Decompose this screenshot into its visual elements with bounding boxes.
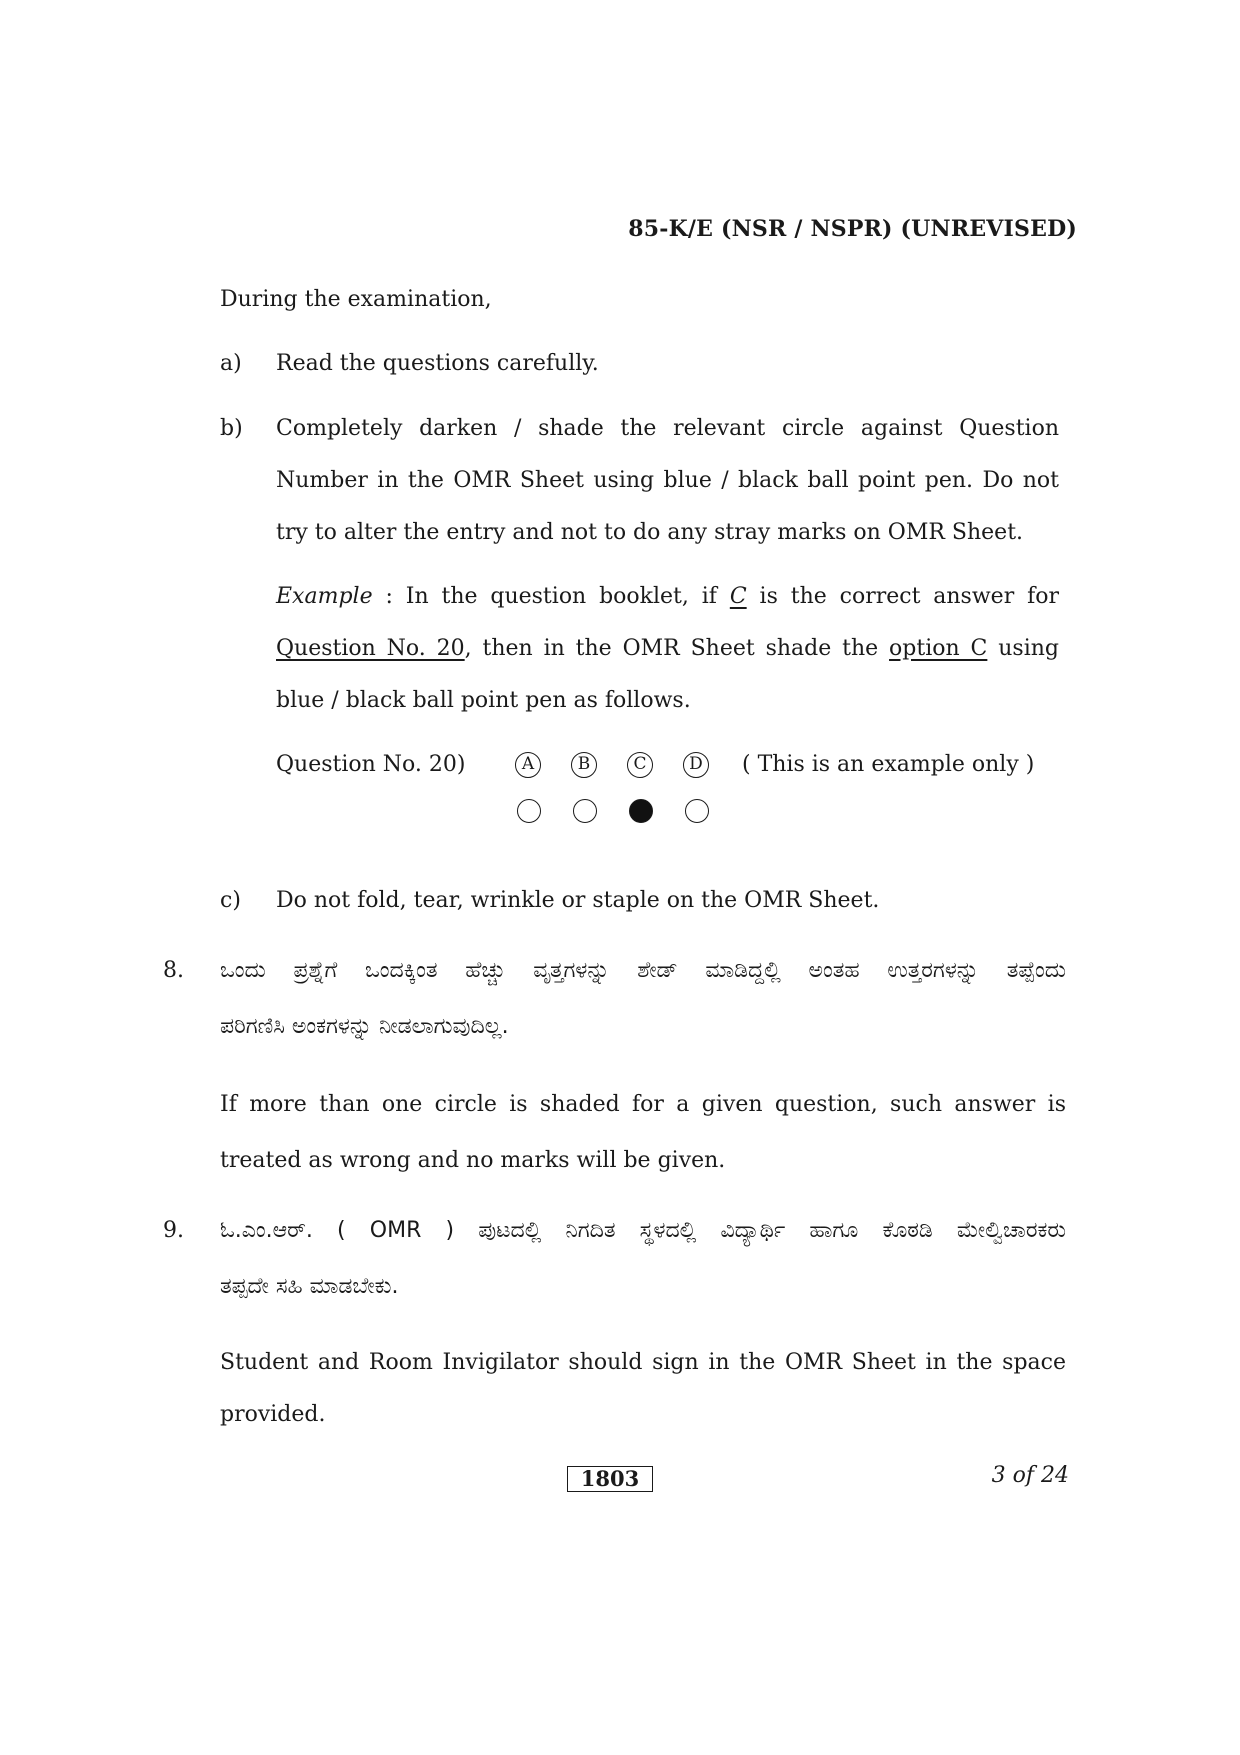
q9-kannada-line-1: ಓ.ಎಂ.ಆರ್. ( OMR ) ಪುಟದಲ್ಲಿ ನಿಗದಿತ ಸ್ಥಳದಲ್ಲಿ ವಿದ್ಯಾರ್ಥಿ ಹಾಗೂ ಕೊಠಡಿ ಮೇಲ್ವಿಚಾರಕರು: [220, 1218, 1066, 1243]
example-line-3: blue / black ball point pen as follows.: [276, 688, 691, 713]
q8-number: 8.: [163, 958, 184, 983]
q8-kannada-line-2: ಪರಿಗಣಿಸಿ ಅಂಕಗಳನ್ನು ನೀಡಲಾಗುವುದಿಲ್ಲ.: [220, 1014, 509, 1039]
omr-bubble-c-filled: [629, 799, 653, 823]
item-b-marker: b): [220, 416, 243, 441]
omr-example-note: ( This is an example only ): [742, 752, 1035, 777]
omr-question-label: Question No. 20): [276, 752, 466, 777]
omr-option-letter-c: C: [627, 752, 653, 778]
example-label: Example: [276, 584, 373, 609]
example-option-ref: option C: [889, 636, 988, 661]
item-b-line-3: try to alter the entry and not to do any stray marks on OMR Sheet.: [276, 520, 1024, 545]
omr-option-letter-b: B: [571, 752, 597, 778]
item-a-text: Read the questions carefully.: [276, 351, 599, 376]
q8-kannada-line-1: ಒಂದು ಪ್ರಶ್ನೆಗೆ ಒಂದಕ್ಕಿಂತ ಹೆಚ್ಚು ವೃತ್ತಗಳನ್ನು ಶೇಡ್ ಮಾಡಿದ್ದಲ್ಲಿ ಅಂತಹ ಉತ್ತರಗಳನ್ನು ತಪ್ಪೆಂದು: [220, 958, 1066, 983]
q9-kannada-line-2: ತಪ್ಪದೇ ಸಹಿ ಮಾಡಬೇಕು.: [220, 1274, 399, 1299]
item-b-line-1: Completely darken / shade the relevant circle against Question: [276, 416, 1059, 441]
intro-text: During the examination,: [220, 287, 492, 312]
q9-english-line-1: Student and Room Invigilator should sign in the OMR Sheet in the space: [220, 1350, 1066, 1375]
example-line-2: [276, 634, 1059, 664]
q9-english-line-2: provided.: [220, 1402, 326, 1427]
example-line-1: [276, 582, 1059, 612]
example-question-ref: Question No. 20: [276, 636, 465, 661]
q8-english-line-2: treated as wrong and no marks will be given.: [220, 1148, 726, 1173]
example-line-2-part-b: using: [998, 636, 1059, 661]
q9-number: 9.: [163, 1218, 184, 1243]
item-b-line-2: Number in the OMR Sheet using blue / black ball point pen. Do not: [276, 468, 1059, 493]
booklet-code-box: 1803: [567, 1466, 653, 1492]
document-code-header: 85-K/E (NSR / NSPR) (UNREVISED): [628, 216, 1077, 242]
q8-english-line-1: If more than one circle is shaded for a given question, such answer is: [220, 1092, 1066, 1117]
page-indicator: 3 of 24: [991, 1463, 1069, 1488]
omr-option-letter-a: A: [515, 752, 541, 778]
item-a-marker: a): [220, 351, 242, 376]
omr-bubble-d: [685, 799, 709, 823]
example-line-2-part-a: , then in the OMR Sheet shade the: [464, 636, 879, 661]
omr-option-letter-d: D: [683, 752, 709, 778]
item-c-text: Do not fold, tear, wrinkle or staple on the OMR Sheet.: [276, 888, 880, 913]
example-line-1-part-a: : In the question booklet, if: [385, 584, 717, 609]
item-c-marker: c): [220, 888, 241, 913]
example-correct-answer: C: [729, 584, 747, 609]
omr-bubble-b: [573, 799, 597, 823]
example-line-1-part-b: is the correct answer for: [759, 584, 1059, 609]
omr-bubble-a: [517, 799, 541, 823]
